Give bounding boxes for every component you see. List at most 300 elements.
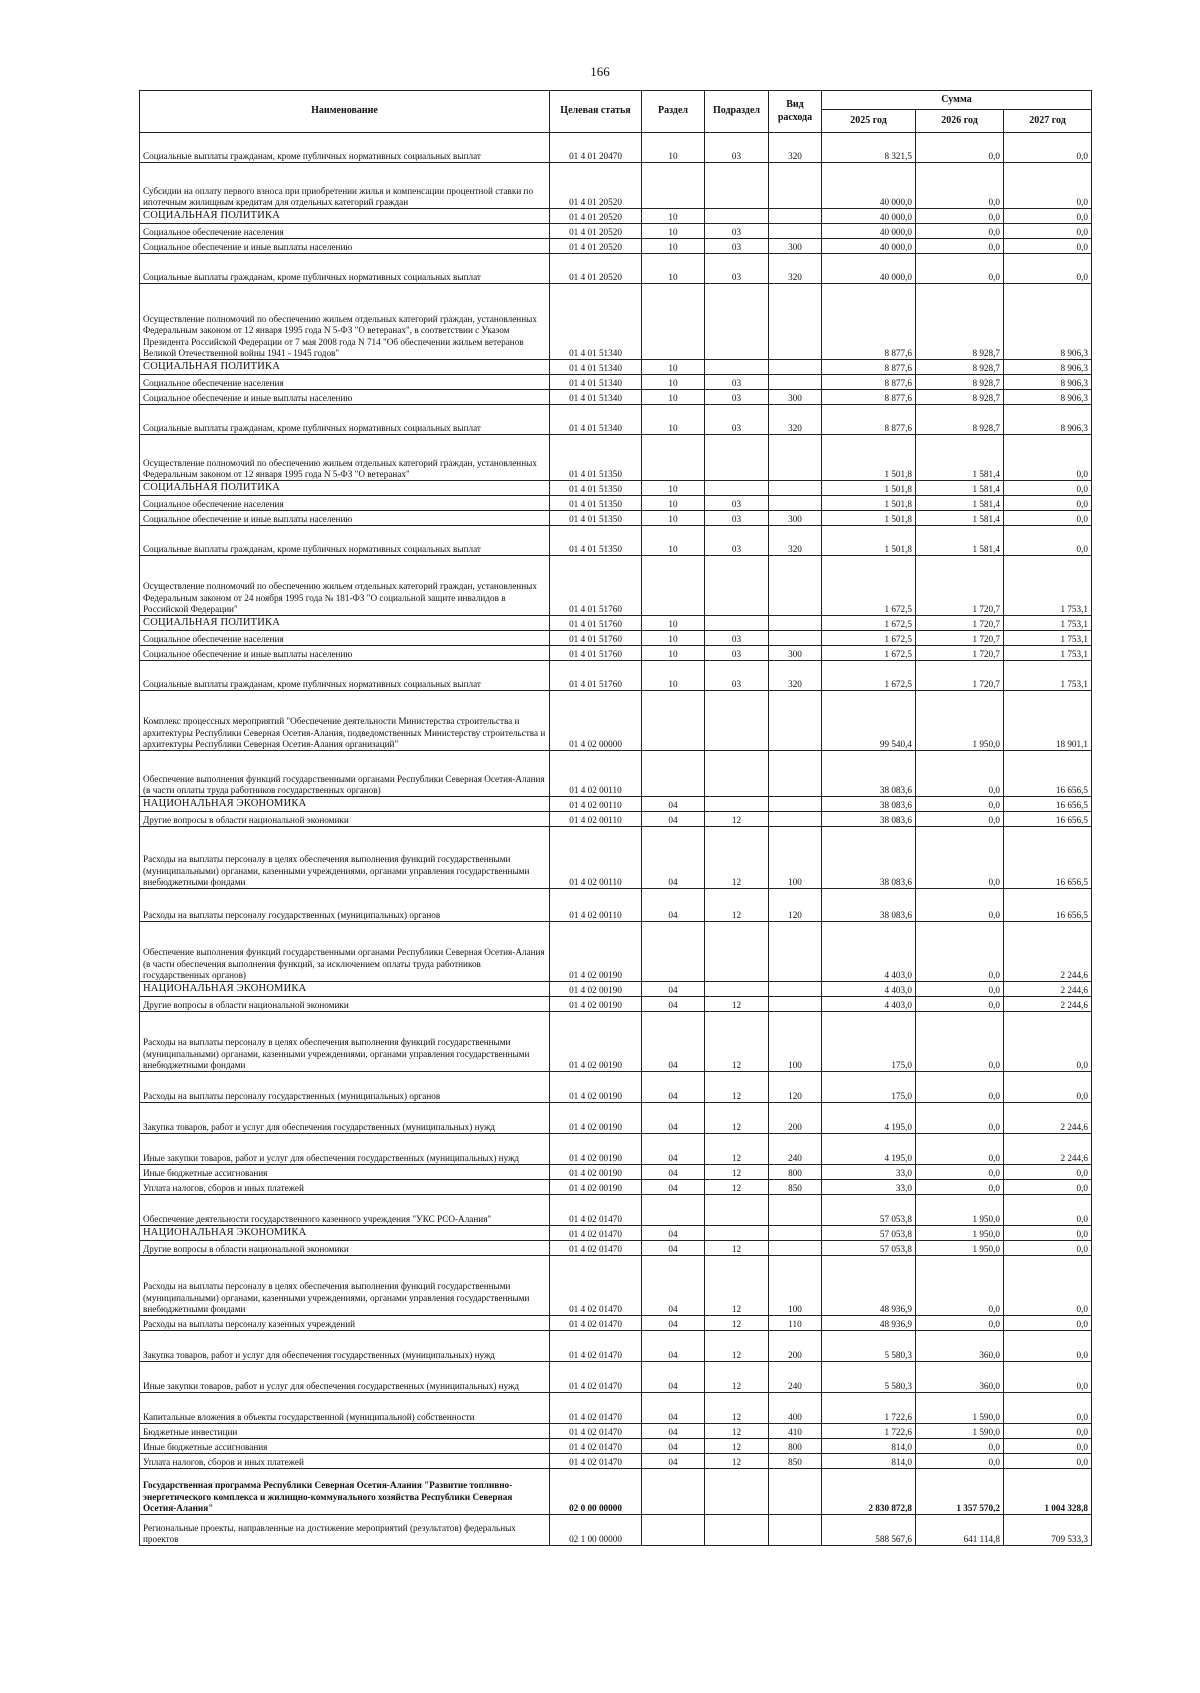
table-row bbox=[140, 1180, 1092, 1195]
row-sum-2026: 360,0 bbox=[916, 1331, 1004, 1362]
row-sum-2025: 175,0 bbox=[822, 1072, 916, 1103]
row-subsection: 12 bbox=[705, 1454, 769, 1469]
header-2025: 2025 год bbox=[822, 110, 916, 133]
row-sum-2027: 2 244,6 bbox=[1004, 1103, 1092, 1134]
row-sum-2025: 1 672,5 bbox=[822, 646, 916, 661]
row-kind bbox=[769, 616, 822, 631]
row-kind: 320 bbox=[769, 133, 822, 163]
table-row bbox=[140, 405, 1092, 435]
row-sum-2026: 360,0 bbox=[916, 1362, 1004, 1393]
table-row bbox=[140, 556, 1092, 616]
row-sum-2025: 8 877,6 bbox=[822, 405, 916, 435]
table-row bbox=[140, 1072, 1092, 1103]
row-sum-2025: 48 936,9 bbox=[822, 1316, 916, 1331]
row-section bbox=[642, 1515, 705, 1546]
row-target-code: 01 4 02 00110 bbox=[550, 812, 642, 827]
row-sum-2025: 57 053,8 bbox=[822, 1226, 916, 1241]
row-kind: 800 bbox=[769, 1165, 822, 1180]
row-target-code: 01 4 02 01470 bbox=[550, 1316, 642, 1331]
row-section: 04 bbox=[642, 1393, 705, 1424]
row-sum-2025: 1 672,5 bbox=[822, 556, 916, 616]
row-section: 04 bbox=[642, 1103, 705, 1134]
row-sum-2025: 8 877,6 bbox=[822, 360, 916, 375]
row-target-code: 01 4 02 01470 bbox=[550, 1393, 642, 1424]
row-sum-2027: 1 753,1 bbox=[1004, 661, 1092, 691]
row-kind: 100 bbox=[769, 1256, 822, 1316]
row-name: Субсидии на оплату первого взноса при приобретении жилья и компенсации процентной ставки по ипотечным жилищным кредитам для отдельных категорий граждан bbox=[140, 163, 550, 209]
row-sum-2025: 814,0 bbox=[822, 1439, 916, 1454]
row-sum-2027: 1 753,1 bbox=[1004, 616, 1092, 631]
row-kind bbox=[769, 751, 822, 797]
row-sum-2025: 8 877,6 bbox=[822, 375, 916, 390]
row-sum-2027: 0,0 bbox=[1004, 1362, 1092, 1393]
row-sum-2027: 0,0 bbox=[1004, 481, 1092, 496]
row-sum-2025: 175,0 bbox=[822, 1012, 916, 1072]
table-row bbox=[140, 1134, 1092, 1165]
row-target-code: 01 4 02 01470 bbox=[550, 1439, 642, 1454]
table-row bbox=[140, 812, 1092, 827]
row-sum-2026: 0,0 bbox=[916, 1439, 1004, 1454]
header-sum: Сумма bbox=[822, 91, 1092, 110]
row-kind bbox=[769, 209, 822, 224]
row-name: Расходы на выплаты персоналу в целях обеспечения выполнения функций государственными (муниципальными) органами, казенными учреждениями, органами управления государственными внебюджетными фондами bbox=[140, 1012, 550, 1072]
row-name: Обеспечение деятельности государственного казенного учреждения "УКС РСО-Алания" bbox=[140, 1195, 550, 1226]
row-section: 04 bbox=[642, 1226, 705, 1241]
row-kind: 100 bbox=[769, 1012, 822, 1072]
row-kind bbox=[769, 1241, 822, 1256]
row-sum-2026: 1 581,4 bbox=[916, 496, 1004, 511]
row-section: 04 bbox=[642, 1439, 705, 1454]
row-kind bbox=[769, 375, 822, 390]
row-name: Расходы на выплаты персоналу государственных (муниципальных) органов bbox=[140, 889, 550, 922]
row-section: 04 bbox=[642, 1012, 705, 1072]
row-section: 04 bbox=[642, 1180, 705, 1195]
table-row bbox=[140, 133, 1092, 163]
row-target-code: 01 4 01 20520 bbox=[550, 163, 642, 209]
row-sum-2025: 38 083,6 bbox=[822, 827, 916, 889]
row-target-code: 01 4 02 00190 bbox=[550, 1180, 642, 1195]
row-kind bbox=[769, 284, 822, 360]
table-row bbox=[140, 646, 1092, 661]
row-sum-2026: 1 590,0 bbox=[916, 1393, 1004, 1424]
table-row bbox=[140, 691, 1092, 751]
row-sum-2026: 1 720,7 bbox=[916, 646, 1004, 661]
row-target-code: 01 4 01 51760 bbox=[550, 661, 642, 691]
row-section: 10 bbox=[642, 631, 705, 646]
row-target-code: 01 4 01 51760 bbox=[550, 616, 642, 631]
row-sum-2027: 2 244,6 bbox=[1004, 997, 1092, 1012]
row-sum-2027: 1 753,1 bbox=[1004, 556, 1092, 616]
row-kind: 120 bbox=[769, 889, 822, 922]
row-name: Комплекс процессных мероприятий "Обеспечение деятельности Министерства строительства и архитектуры Республики Северная Осетия-Алания, подведомственных Министерству строительства и архитектуры Республики Северная Осетия-Алания организаций" bbox=[140, 691, 550, 751]
table-row bbox=[140, 751, 1092, 797]
row-kind: 200 bbox=[769, 1103, 822, 1134]
table-row bbox=[140, 889, 1092, 922]
row-sum-2027: 0,0 bbox=[1004, 1256, 1092, 1316]
row-sum-2025: 4 195,0 bbox=[822, 1134, 916, 1165]
row-sum-2027: 1 753,1 bbox=[1004, 631, 1092, 646]
row-sum-2025: 40 000,0 bbox=[822, 224, 916, 239]
row-name: Региональные проекты, направленные на достижение мероприятий (результатов) федеральных проектов bbox=[140, 1515, 550, 1546]
table-row bbox=[140, 1316, 1092, 1331]
row-target-code: 01 4 02 01470 bbox=[550, 1226, 642, 1241]
row-subsection: 03 bbox=[705, 631, 769, 646]
page-number: 166 bbox=[590, 64, 610, 79]
row-sum-2026: 0,0 bbox=[916, 209, 1004, 224]
table-row bbox=[140, 1515, 1092, 1546]
row-target-code: 01 4 02 01470 bbox=[550, 1241, 642, 1256]
row-section: 10 bbox=[642, 481, 705, 496]
table-row bbox=[140, 526, 1092, 556]
row-kind bbox=[769, 556, 822, 616]
row-name: СОЦИАЛЬНАЯ ПОЛИТИКА bbox=[140, 616, 550, 631]
row-subsection: 12 bbox=[705, 1012, 769, 1072]
row-sum-2026: 8 928,7 bbox=[916, 405, 1004, 435]
row-name: Расходы на выплаты персоналу казенных учреждений bbox=[140, 1316, 550, 1331]
row-sum-2027: 2 244,6 bbox=[1004, 982, 1092, 997]
row-kind bbox=[769, 997, 822, 1012]
row-sum-2027: 16 656,5 bbox=[1004, 812, 1092, 827]
row-sum-2025: 4 403,0 bbox=[822, 922, 916, 982]
row-sum-2025: 1 722,6 bbox=[822, 1424, 916, 1439]
row-kind bbox=[769, 812, 822, 827]
row-subsection bbox=[705, 1515, 769, 1546]
table-row bbox=[140, 922, 1092, 982]
row-target-code: 01 4 02 00110 bbox=[550, 827, 642, 889]
row-section: 04 bbox=[642, 1331, 705, 1362]
row-sum-2026: 1 720,7 bbox=[916, 631, 1004, 646]
table-row bbox=[140, 496, 1092, 511]
row-name: СОЦИАЛЬНАЯ ПОЛИТИКА bbox=[140, 481, 550, 496]
row-subsection: 03 bbox=[705, 224, 769, 239]
row-subsection: 12 bbox=[705, 812, 769, 827]
row-section: 10 bbox=[642, 133, 705, 163]
row-sum-2025: 8 877,6 bbox=[822, 390, 916, 405]
row-kind: 110 bbox=[769, 1316, 822, 1331]
row-sum-2027: 0,0 bbox=[1004, 209, 1092, 224]
row-sum-2025: 57 053,8 bbox=[822, 1195, 916, 1226]
row-section: 10 bbox=[642, 390, 705, 405]
row-sum-2026: 1 720,7 bbox=[916, 616, 1004, 631]
row-name: Социальные выплаты гражданам, кроме публичных нормативных социальных выплат bbox=[140, 254, 550, 284]
row-kind: 320 bbox=[769, 405, 822, 435]
row-sum-2026: 1 950,0 bbox=[916, 1195, 1004, 1226]
row-section: 10 bbox=[642, 375, 705, 390]
row-section bbox=[642, 556, 705, 616]
row-sum-2025: 38 083,6 bbox=[822, 751, 916, 797]
header-target: Целевая статья bbox=[550, 91, 642, 133]
row-subsection bbox=[705, 922, 769, 982]
row-subsection: 03 bbox=[705, 661, 769, 691]
row-target-code: 01 4 02 00190 bbox=[550, 1072, 642, 1103]
row-subsection: 03 bbox=[705, 133, 769, 163]
header-2026: 2026 год bbox=[916, 110, 1004, 133]
row-target-code: 01 4 01 51760 bbox=[550, 646, 642, 661]
row-sum-2026: 0,0 bbox=[916, 812, 1004, 827]
row-sum-2025: 2 830 872,8 bbox=[822, 1469, 916, 1515]
row-sum-2025: 4 195,0 bbox=[822, 1103, 916, 1134]
row-sum-2027: 0,0 bbox=[1004, 1180, 1092, 1195]
row-sum-2026: 1 720,7 bbox=[916, 556, 1004, 616]
row-kind bbox=[769, 1195, 822, 1226]
table-row bbox=[140, 982, 1092, 997]
row-target-code: 01 4 01 51340 bbox=[550, 284, 642, 360]
row-kind bbox=[769, 1515, 822, 1546]
table-row bbox=[140, 511, 1092, 526]
row-name: Закупка товаров, работ и услуг для обеспечения государственных (муниципальных) нужд bbox=[140, 1103, 550, 1134]
row-target-code: 01 4 02 01470 bbox=[550, 1256, 642, 1316]
table-row bbox=[140, 1393, 1092, 1424]
row-target-code: 01 4 01 51760 bbox=[550, 556, 642, 616]
row-section: 04 bbox=[642, 997, 705, 1012]
row-sum-2027: 0,0 bbox=[1004, 526, 1092, 556]
row-section: 04 bbox=[642, 812, 705, 827]
row-sum-2026: 1 720,7 bbox=[916, 661, 1004, 691]
row-sum-2027: 8 906,3 bbox=[1004, 375, 1092, 390]
row-sum-2025: 1 501,8 bbox=[822, 526, 916, 556]
row-name: Социальное обеспечение населения bbox=[140, 496, 550, 511]
row-name: Осуществление полномочий по обеспечению жильем отдельных категорий граждан, установленных Федеральным законом от 12 января 1995 года N 5-ФЗ "О ветеранах" bbox=[140, 435, 550, 481]
row-sum-2026: 0,0 bbox=[916, 1256, 1004, 1316]
row-subsection: 12 bbox=[705, 827, 769, 889]
row-section: 10 bbox=[642, 616, 705, 631]
row-kind: 800 bbox=[769, 1439, 822, 1454]
row-sum-2026: 0,0 bbox=[916, 1134, 1004, 1165]
table-row bbox=[140, 1424, 1092, 1439]
row-sum-2026: 1 590,0 bbox=[916, 1424, 1004, 1439]
row-name: Социальное обеспечение населения bbox=[140, 375, 550, 390]
row-target-code: 01 4 02 00190 bbox=[550, 1134, 642, 1165]
row-subsection bbox=[705, 163, 769, 209]
row-sum-2025: 814,0 bbox=[822, 1454, 916, 1469]
row-kind: 320 bbox=[769, 526, 822, 556]
row-target-code: 01 4 02 01470 bbox=[550, 1331, 642, 1362]
row-kind bbox=[769, 496, 822, 511]
table-row bbox=[140, 1331, 1092, 1362]
row-name: НАЦИОНАЛЬНАЯ ЭКОНОМИКА bbox=[140, 1226, 550, 1241]
row-name: СОЦИАЛЬНАЯ ПОЛИТИКА bbox=[140, 360, 550, 375]
row-sum-2025: 8 877,6 bbox=[822, 284, 916, 360]
row-subsection: 03 bbox=[705, 511, 769, 526]
row-target-code: 01 4 01 51350 bbox=[550, 481, 642, 496]
table-row bbox=[140, 1454, 1092, 1469]
table-row bbox=[140, 390, 1092, 405]
row-name: НАЦИОНАЛЬНАЯ ЭКОНОМИКА bbox=[140, 797, 550, 812]
row-section: 10 bbox=[642, 239, 705, 254]
row-name: Иные бюджетные ассигнования bbox=[140, 1439, 550, 1454]
row-name: Уплата налогов, сборов и иных платежей bbox=[140, 1180, 550, 1195]
row-kind: 850 bbox=[769, 1454, 822, 1469]
row-target-code: 01 4 02 00190 bbox=[550, 1103, 642, 1134]
row-name: Социальное обеспечение населения bbox=[140, 224, 550, 239]
row-subsection bbox=[705, 209, 769, 224]
row-name: Социальное обеспечение и иные выплаты населению bbox=[140, 646, 550, 661]
row-sum-2027: 0,0 bbox=[1004, 1439, 1092, 1454]
row-subsection: 12 bbox=[705, 1241, 769, 1256]
row-sum-2026: 0,0 bbox=[916, 997, 1004, 1012]
row-sum-2025: 57 053,8 bbox=[822, 1241, 916, 1256]
row-name: Капитальные вложения в объекты государственной (муниципальной) собственности bbox=[140, 1393, 550, 1424]
row-sum-2026: 0,0 bbox=[916, 1103, 1004, 1134]
row-subsection bbox=[705, 1226, 769, 1241]
row-subsection: 12 bbox=[705, 889, 769, 922]
row-name: Расходы на выплаты персоналу в целях обеспечения выполнения функций государственными (муниципальными) органами, казенными учреждениями, органами управления государственными внебюджетными фондами bbox=[140, 1256, 550, 1316]
row-sum-2025: 48 936,9 bbox=[822, 1256, 916, 1316]
row-kind bbox=[769, 631, 822, 646]
row-section bbox=[642, 1195, 705, 1226]
row-sum-2026: 641 114,8 bbox=[916, 1515, 1004, 1546]
row-section bbox=[642, 284, 705, 360]
table-row bbox=[140, 239, 1092, 254]
header-section: Раздел bbox=[642, 91, 705, 133]
row-subsection: 03 bbox=[705, 239, 769, 254]
row-target-code: 01 4 01 20520 bbox=[550, 239, 642, 254]
row-sum-2025: 1 672,5 bbox=[822, 661, 916, 691]
row-sum-2027: 8 906,3 bbox=[1004, 284, 1092, 360]
row-name: Социальные выплаты гражданам, кроме публичных нормативных социальных выплат bbox=[140, 133, 550, 163]
row-sum-2025: 4 403,0 bbox=[822, 997, 916, 1012]
row-sum-2027: 0,0 bbox=[1004, 1012, 1092, 1072]
row-subsection bbox=[705, 435, 769, 481]
table-row bbox=[140, 827, 1092, 889]
table-row bbox=[140, 435, 1092, 481]
table-row bbox=[140, 284, 1092, 360]
row-section: 04 bbox=[642, 982, 705, 997]
table-row bbox=[140, 1226, 1092, 1241]
row-name: Закупка товаров, работ и услуг для обеспечения государственных (муниципальных) нужд bbox=[140, 1331, 550, 1362]
row-kind bbox=[769, 435, 822, 481]
row-section: 10 bbox=[642, 360, 705, 375]
row-sum-2025: 38 083,6 bbox=[822, 889, 916, 922]
table-row bbox=[140, 997, 1092, 1012]
row-sum-2025: 5 580,3 bbox=[822, 1331, 916, 1362]
row-sum-2026: 1 581,4 bbox=[916, 511, 1004, 526]
table-row bbox=[140, 209, 1092, 224]
row-subsection: 03 bbox=[705, 646, 769, 661]
row-kind bbox=[769, 922, 822, 982]
row-sum-2025: 99 540,4 bbox=[822, 691, 916, 751]
row-sum-2027: 2 244,6 bbox=[1004, 922, 1092, 982]
header-name: Наименование bbox=[140, 91, 550, 133]
table-row bbox=[140, 1195, 1092, 1226]
table-row bbox=[140, 1256, 1092, 1316]
row-target-code: 01 4 02 01470 bbox=[550, 1362, 642, 1393]
row-name: Социальные выплаты гражданам, кроме публичных нормативных социальных выплат bbox=[140, 405, 550, 435]
row-sum-2026: 0,0 bbox=[916, 751, 1004, 797]
row-sum-2027: 0,0 bbox=[1004, 1454, 1092, 1469]
row-subsection: 12 bbox=[705, 997, 769, 1012]
row-section bbox=[642, 435, 705, 481]
row-subsection bbox=[705, 1195, 769, 1226]
row-target-code: 01 4 02 01470 bbox=[550, 1454, 642, 1469]
row-target-code: 01 4 02 00190 bbox=[550, 1012, 642, 1072]
row-sum-2026: 0,0 bbox=[916, 1165, 1004, 1180]
row-sum-2027: 1 753,1 bbox=[1004, 646, 1092, 661]
row-sum-2027: 0,0 bbox=[1004, 254, 1092, 284]
row-sum-2025: 1 722,6 bbox=[822, 1393, 916, 1424]
row-name: Осуществление полномочий по обеспечению жильем отдельных категорий граждан, установленных Федеральным законом от 24 ноября 1995 года № 181-ФЗ "О социальной защите инвалидов в Российской Федерации" bbox=[140, 556, 550, 616]
row-sum-2027: 0,0 bbox=[1004, 239, 1092, 254]
row-sum-2027: 16 656,5 bbox=[1004, 751, 1092, 797]
row-kind bbox=[769, 360, 822, 375]
row-name: Социальное обеспечение и иные выплаты населению bbox=[140, 511, 550, 526]
row-subsection: 03 bbox=[705, 496, 769, 511]
row-section: 04 bbox=[642, 1454, 705, 1469]
row-section bbox=[642, 1469, 705, 1515]
row-section: 04 bbox=[642, 1165, 705, 1180]
row-subsection: 12 bbox=[705, 1439, 769, 1454]
row-name: Социальное обеспечение и иные выплаты населению bbox=[140, 239, 550, 254]
table-row bbox=[140, 1439, 1092, 1454]
row-sum-2026: 8 928,7 bbox=[916, 375, 1004, 390]
row-target-code: 01 4 01 51760 bbox=[550, 631, 642, 646]
row-subsection: 03 bbox=[705, 526, 769, 556]
row-sum-2025: 5 580,3 bbox=[822, 1362, 916, 1393]
row-subsection: 12 bbox=[705, 1103, 769, 1134]
row-kind: 320 bbox=[769, 661, 822, 691]
row-section: 10 bbox=[642, 661, 705, 691]
row-name: Уплата налогов, сборов и иных платежей bbox=[140, 1454, 550, 1469]
row-subsection: 12 bbox=[705, 1256, 769, 1316]
row-sum-2025: 1 501,8 bbox=[822, 481, 916, 496]
row-sum-2025: 1 672,5 bbox=[822, 631, 916, 646]
table-row bbox=[140, 360, 1092, 375]
row-target-code: 01 4 01 20470 bbox=[550, 133, 642, 163]
row-sum-2027: 0,0 bbox=[1004, 1241, 1092, 1256]
row-kind bbox=[769, 163, 822, 209]
row-sum-2027: 0,0 bbox=[1004, 1072, 1092, 1103]
row-sum-2025: 1 672,5 bbox=[822, 616, 916, 631]
row-sum-2026: 0,0 bbox=[916, 827, 1004, 889]
row-section: 10 bbox=[642, 511, 705, 526]
row-sum-2025: 40 000,0 bbox=[822, 163, 916, 209]
row-sum-2026: 1 950,0 bbox=[916, 691, 1004, 751]
row-sum-2027: 18 901,1 bbox=[1004, 691, 1092, 751]
row-kind: 100 bbox=[769, 827, 822, 889]
row-target-code: 01 4 01 20520 bbox=[550, 224, 642, 239]
row-subsection bbox=[705, 284, 769, 360]
row-target-code: 01 4 01 51340 bbox=[550, 375, 642, 390]
row-sum-2027: 0,0 bbox=[1004, 1195, 1092, 1226]
header-subsection: Подраздел bbox=[705, 91, 769, 133]
row-subsection bbox=[705, 982, 769, 997]
row-subsection bbox=[705, 751, 769, 797]
header-2027: 2027 год bbox=[1004, 110, 1092, 133]
row-sum-2027: 16 656,5 bbox=[1004, 827, 1092, 889]
row-sum-2027: 8 906,3 bbox=[1004, 405, 1092, 435]
row-target-code: 01 4 02 00190 bbox=[550, 997, 642, 1012]
row-name: Обеспечение выполнения функций государственными органами Республики Северная Осетия-Алания (в части оплаты труда работников государственных органов) bbox=[140, 751, 550, 797]
row-kind: 300 bbox=[769, 390, 822, 405]
row-section: 10 bbox=[642, 646, 705, 661]
row-section: 04 bbox=[642, 827, 705, 889]
row-name: Социальное обеспечение населения bbox=[140, 631, 550, 646]
row-name: Социальное обеспечение и иные выплаты населению bbox=[140, 390, 550, 405]
row-sum-2025: 4 403,0 bbox=[822, 982, 916, 997]
row-sum-2026: 0,0 bbox=[916, 1316, 1004, 1331]
row-target-code: 01 4 02 00110 bbox=[550, 889, 642, 922]
row-section bbox=[642, 163, 705, 209]
row-sum-2026: 0,0 bbox=[916, 889, 1004, 922]
row-sum-2026: 0,0 bbox=[916, 1454, 1004, 1469]
row-subsection: 12 bbox=[705, 1393, 769, 1424]
row-subsection: 12 bbox=[705, 1362, 769, 1393]
row-name: Другие вопросы в области национальной экономики bbox=[140, 812, 550, 827]
row-sum-2025: 588 567,6 bbox=[822, 1515, 916, 1546]
row-subsection: 03 bbox=[705, 254, 769, 284]
table-row bbox=[140, 661, 1092, 691]
row-kind: 300 bbox=[769, 239, 822, 254]
